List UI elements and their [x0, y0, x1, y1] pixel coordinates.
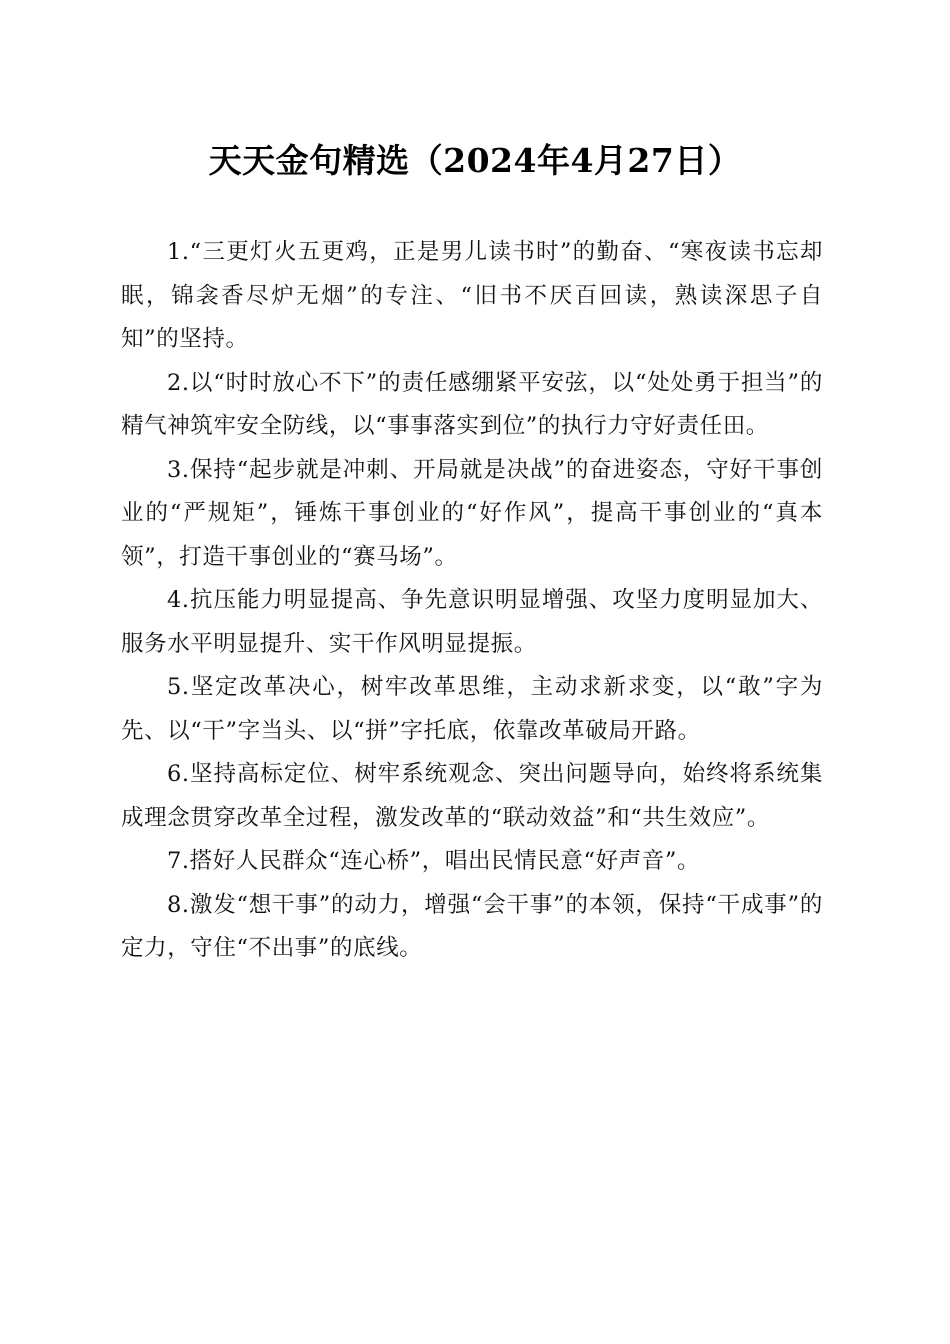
paragraph-2: 2.以“时时放心不下”的责任感绷紧平安弦，以“处处勇于担当”的精气神筑牢安全防线，以“事事落实到位”的执行力守好责任田。: [121, 369, 823, 439]
paragraph-1: 1.“三更灯火五更鸡，正是男儿读书时”的勤奋、“寒夜读书忘却眠，锦衾香尽炉无烟”的专注、“旧书不厌百回读，熟读深思子自知”的坚持。: [121, 239, 823, 352]
paragraph-7: 7.搭好人民群众“连心桥”，唱出民情民意“好声音”。: [167, 848, 701, 874]
paragraph-5: 5.坚定改革决心，树牢改革思维，主动求新求变，以“敢”字为先、以“干”字当头、以“拼”字托底，依靠改革破局开路。: [121, 674, 823, 744]
paragraph-3: 3.保持“起步就是冲刺、开局就是决战”的奋进姿态，守好干事创业的“严规矩”，锤炼干事创业的“好作风”，提高干事创业的“真本领”，打造干事创业的“赛马场”。: [121, 456, 823, 570]
document-body: [121, 231, 823, 971]
paragraph-8: 8.激发“想干事”的动力，增强“会干事”的本领，保持“干成事”的定力，守住“不出事”的底线。: [121, 891, 823, 961]
document-title: 天天金句精选（2024年4月27日）: [208, 141, 742, 180]
paragraph-4: 4.抗压能力明显提高、争先意识明显增强、攻坚力度明显加大、服务水平明显提升、实干作风明显提振。: [121, 587, 823, 657]
paragraph-6: 6.坚持高标定位、树牢系统观念、突出问题导向，始终将系统集成理念贯穿改革全过程，激发改革的“联动效益”和“共生效应”。: [121, 761, 823, 831]
